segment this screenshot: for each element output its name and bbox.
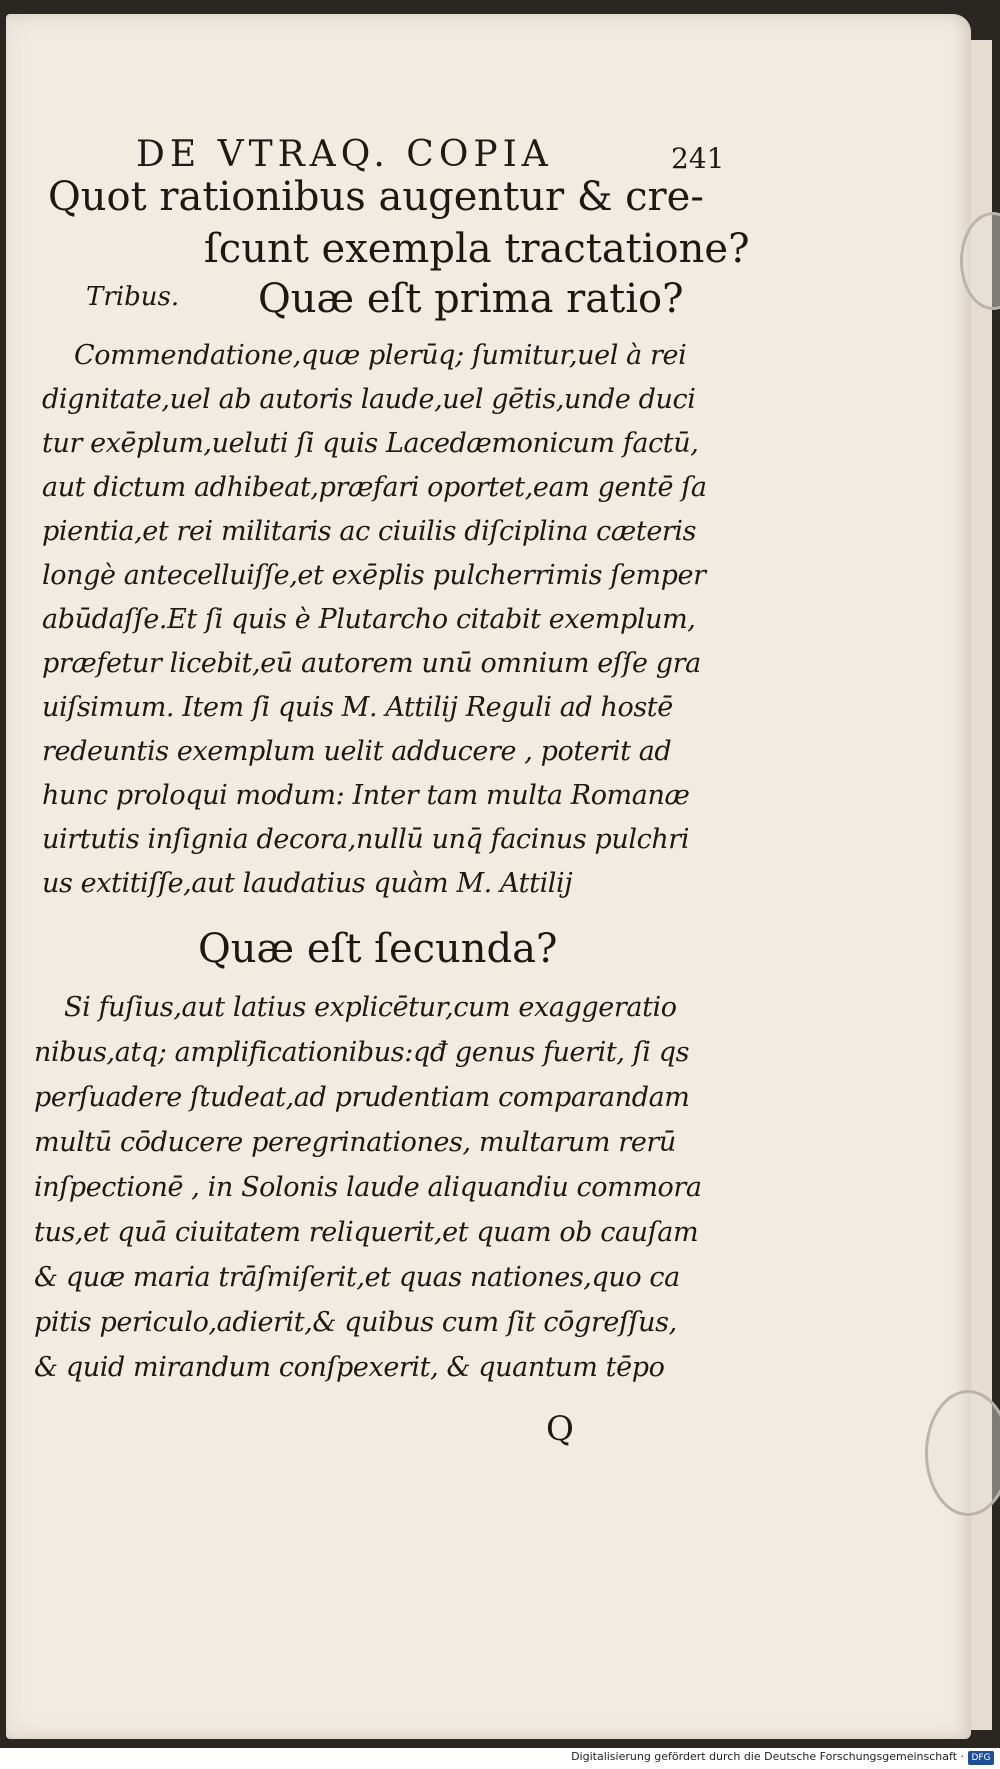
paragraph-1-line: redeuntis exemplum uelit adducere , poterit ad [42,736,672,767]
paragraph-1-line: us extitiſſe,aut laudatius quàm M. Attilij [42,868,573,899]
paragraph-2-line: perſuadere ſtudeat,ad prudentiam comparandam [34,1082,690,1113]
question-2: Quæ eſt prima ratio? [258,276,684,322]
paragraph-1-line: uiſsimum. Item ſi quis M. Attilij Reguli ad hostē [42,692,673,723]
paragraph-2-line: inſpectionē , in Solonis laude aliquandiu commora [34,1172,702,1203]
paragraph-1-line: dignitate,uel ab autoris laude,uel gētis,unde duci [42,384,696,415]
paragraph-1-line: pientia,et rei militaris ac ciuilis diſciplina cæteris [42,516,697,547]
folio-number: 241 [671,142,725,175]
paragraph-1-line: longè antecelluiſſe,et exēplis pulcherrimis ſemper [42,560,706,591]
catchword: Q [546,1409,574,1449]
paragraph-1-line: hunc proloqui modum: Inter tam multa Romanæ [42,780,690,811]
answer-label: Tribus. [86,282,180,312]
book-page [6,14,971,1739]
paragraph-1-line: uirtutis inſignia decora,nullū unq̄ facinus pulchri [42,824,690,855]
paragraph-2-line: Si fuſius,aut latius explicētur,cum exaggeratio [64,992,677,1023]
question-3: Quæ eſt ſecunda? [198,926,558,972]
paragraph-2-line: multū cōducere peregrinationes, multarum rerū [34,1127,676,1158]
paragraph-2-line: tus,et quā ciuitatem reliquerit,et quam ob cauſam [34,1217,699,1248]
paragraph-1-line: abūdaſſe.Et ſi quis è Plutarcho citabit exemplum, [42,604,696,635]
question-1-line-2: ſcunt exempla tractatione? [204,226,750,272]
question-1-line-1: Quot rationibus augentur & cre‑ [48,174,704,220]
paragraph-2-line: nibus,atq; amplificationibus:qđ genus fuerit, ſi qs [34,1037,690,1068]
paragraph-2-line: & quid mirandum conſpexerit, & quantum tēpo [34,1352,665,1383]
funding-credit: Digitalisierung gefördert durch die Deutsche Forschungsgemeinschaft · [571,1750,964,1763]
paragraph-1-line: tur exēplum,ueluti ſi quis Lacedæmonicum factū, [42,428,699,459]
paragraph-2-line: pitis periculo,adierit,& quibus cum ſit cōgreſſus, [34,1307,677,1338]
paragraph-1-line: aut dictum adhibeat,præfari oportet,eam gentē ſa [42,472,707,503]
paragraph-1-line: Commendatione,quæ plerūq; ſumitur,uel à rei [74,340,687,371]
dfg-logo-icon: DFG [968,1751,994,1765]
paragraph-1-line: præfetur licebit,eū autorem unū omnium eſſe gra [42,648,701,679]
paragraph-2-line: & quæ maria trāſmiſerit,et quas nationes,quo ca [34,1262,680,1293]
running-head: DE VTRAQ. COPIA [136,134,553,175]
digitization-footer [0,1748,1000,1769]
